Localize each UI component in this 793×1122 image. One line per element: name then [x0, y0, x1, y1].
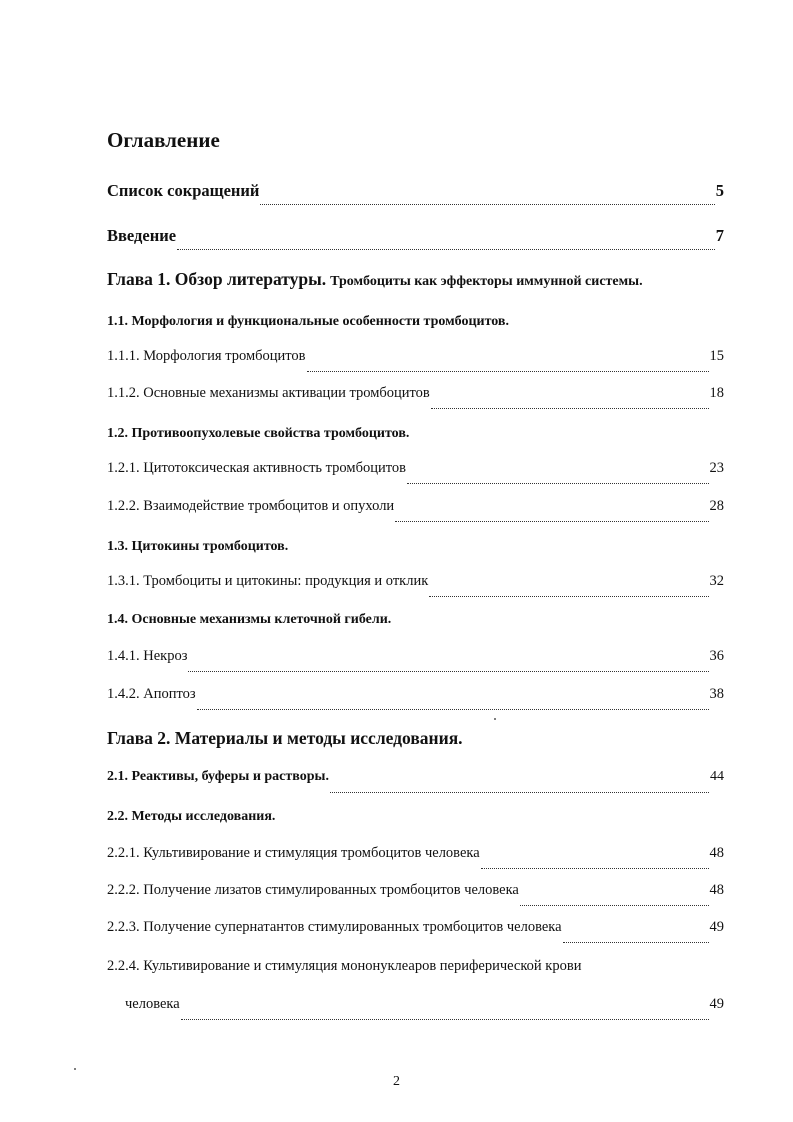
- toc-entry-page: 36: [709, 648, 724, 664]
- toc-entry-1-1-2[interactable]: [107, 385, 724, 409]
- toc-entry-abbreviations[interactable]: [107, 181, 724, 205]
- dot-leader: [330, 776, 709, 793]
- toc-entry-page: 18: [709, 385, 724, 401]
- chapter-2-title-main: Глава 2. Материалы и методы исследования.: [107, 728, 463, 748]
- dot-leader: [481, 852, 709, 869]
- section-1-2-title[interactable]: 1.2. Противоопухолевые свойства тромбоцитов.: [107, 426, 410, 441]
- toc-entry-1-1-1[interactable]: [107, 348, 724, 372]
- toc-entry-2-2-2[interactable]: [107, 882, 724, 906]
- toc-entry-1-2-1[interactable]: [107, 460, 724, 484]
- dot-leader: [260, 188, 714, 205]
- toc-entry-page: 38: [709, 686, 724, 702]
- toc-entry-page: 23: [709, 460, 724, 476]
- toc-entry-page: 5: [715, 181, 724, 200]
- dot-leader: [407, 467, 709, 484]
- toc-entry-introduction[interactable]: [107, 226, 724, 250]
- toc-entry-label: 1.4.1. Некроз: [107, 648, 188, 664]
- toc-entry-label: 1.4.2. Апоптоз: [107, 686, 196, 702]
- dot-leader: [188, 655, 708, 672]
- toc-entry-label: человека: [125, 996, 180, 1012]
- scan-speck: [494, 718, 496, 720]
- dot-leader: [431, 392, 709, 409]
- toc-entry-label: 1.2.2. Взаимодействие тромбоцитов и опухоли: [107, 498, 395, 514]
- toc-entry-2-1[interactable]: [107, 769, 724, 793]
- toc-entry-page: 15: [709, 348, 724, 364]
- toc-entry-label: 1.3.1. Тромбоциты и цитокины: продукция и отклик: [107, 573, 429, 589]
- page-number: 2: [393, 1074, 400, 1089]
- toc-entry-page: 48: [709, 882, 724, 898]
- toc-entry-label: 2.1. Реактивы, буферы и растворы.: [107, 769, 329, 784]
- toc-entry-label: 1.1.1. Морфология тромбоцитов: [107, 348, 306, 364]
- toc-entry-2-2-1[interactable]: [107, 845, 724, 869]
- toc-entry-1-4-1[interactable]: [107, 648, 724, 672]
- toc-entry-1-3-1[interactable]: [107, 573, 724, 597]
- toc-entry-label: Введение: [107, 226, 177, 245]
- toc-entry-page: 28: [709, 498, 724, 514]
- chapter-1-title-main: Глава 1. Обзор литературы.: [107, 269, 327, 289]
- toc-entry-2-2-3[interactable]: [107, 919, 724, 943]
- toc-entry-1-4-2[interactable]: [107, 686, 724, 710]
- section-1-1-title[interactable]: 1.1. Морфология и функциональные особенности тромбоцитов.: [107, 314, 509, 329]
- toc-entry-2-2-4[interactable]: [125, 996, 724, 1020]
- section-2-2-title[interactable]: 2.2. Методы исследования.: [107, 809, 276, 824]
- chapter-1-title[interactable]: [107, 269, 643, 290]
- dot-leader: [395, 505, 708, 522]
- section-1-4-title[interactable]: 1.4. Основные механизмы клеточной гибели.: [107, 612, 392, 627]
- chapter-1-subtitle: Тромбоциты как эффекторы иммунной системы.: [330, 274, 643, 289]
- dot-leader: [520, 889, 709, 906]
- toc-entry-label: 1.1.2. Основные механизмы активации тромбоцитов: [107, 385, 430, 401]
- dot-leader: [429, 580, 708, 597]
- toc-entry-page: 32: [709, 573, 724, 589]
- chapter-2-title[interactable]: [107, 728, 463, 749]
- toc-entry-label: Список сокращений: [107, 181, 260, 200]
- dot-leader: [177, 233, 715, 250]
- toc-entry-label: 2.2.2. Получение лизатов стимулированных тромбоцитов человека: [107, 882, 519, 898]
- section-1-3-title[interactable]: 1.3. Цитокины тромбоцитов.: [107, 539, 289, 554]
- toc-entry-label: 2.2.1. Культивирование и стимуляция тромбоцитов человека: [107, 845, 480, 861]
- toc-entry-label: 1.2.1. Цитотоксическая активность тромбоцитов: [107, 460, 406, 476]
- dot-leader: [563, 926, 709, 943]
- toc-entry-1-2-2[interactable]: [107, 498, 724, 522]
- toc-entry-page: 44: [710, 769, 724, 784]
- dot-leader: [181, 1003, 709, 1020]
- dot-leader: [197, 693, 709, 710]
- toc-entry-page: 48: [709, 845, 724, 861]
- toc-entry-page: 49: [709, 919, 724, 935]
- scan-speck: [74, 1068, 76, 1070]
- toc-entry-page: 7: [715, 226, 724, 245]
- toc-heading: Оглавление: [107, 128, 220, 152]
- toc-entry-label: 2.2.3. Получение супернатантов стимулированных тромбоцитов человека: [107, 919, 562, 935]
- toc-entry-page: 49: [709, 996, 724, 1012]
- dot-leader: [307, 355, 709, 372]
- toc-entry-2-2-4-line1[interactable]: 2.2.4. Культивирование и стимуляция мононуклеаров периферической крови: [107, 958, 582, 974]
